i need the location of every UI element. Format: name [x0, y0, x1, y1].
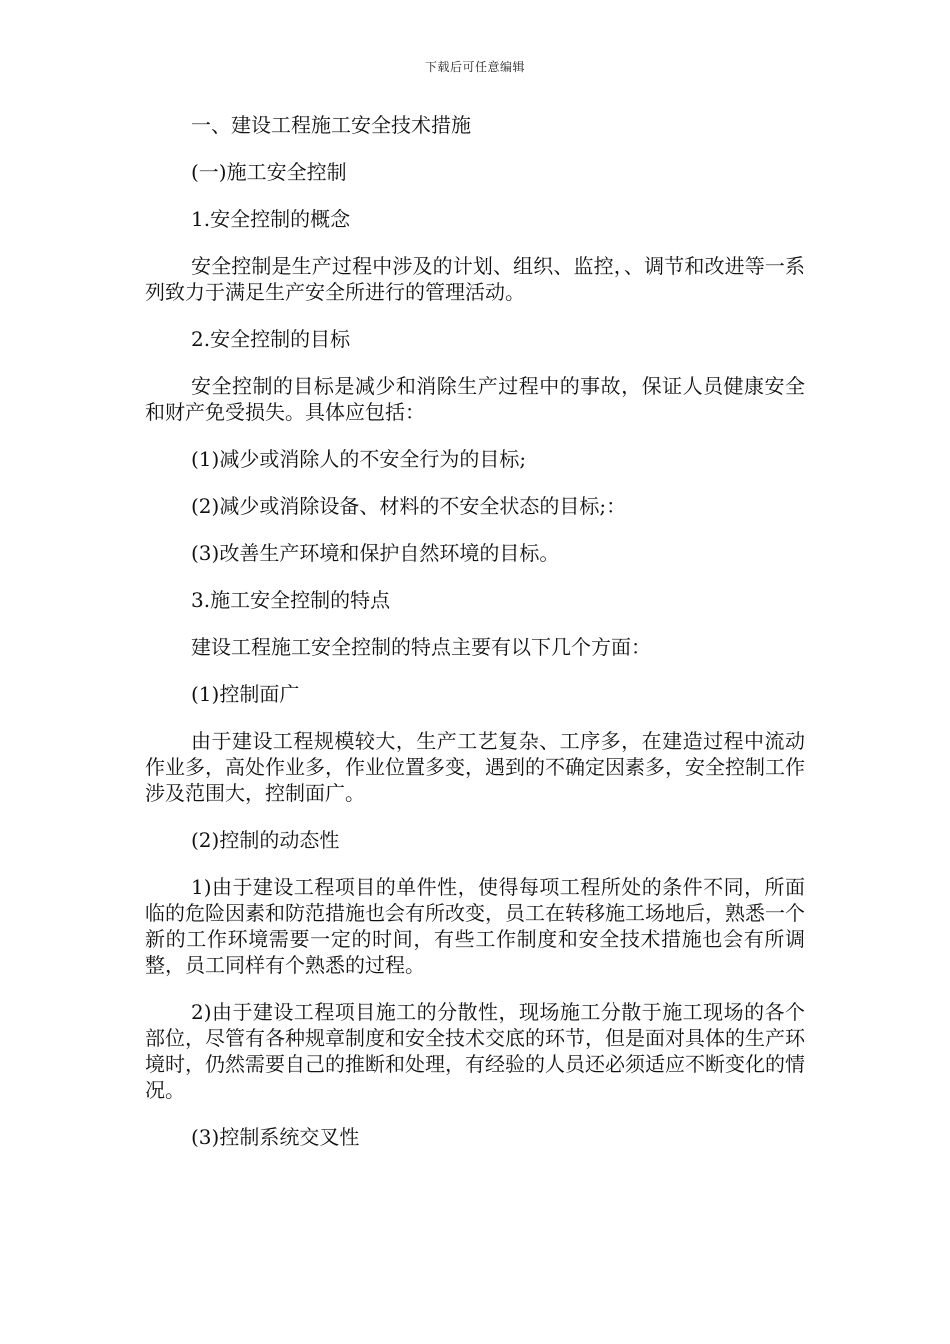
document-body	[145, 112, 805, 1150]
list-item: (1)减少或消除人的不安全行为的目标;	[191, 447, 527, 471]
item-heading: 3.施工安全控制的特点	[191, 588, 391, 612]
section-heading: 一、建设工程施工安全技术措施	[191, 113, 471, 137]
list-item: (2)减少或消除设备、材料的不安全状态的目标;：	[191, 494, 627, 518]
paragraph: 1)由于建设工程项目的单件性，使得每项工程所处的条件不同，所面临的危险因素和防范措施也会有所改变，员工在转移施工场地后，熟悉一个新的工作环境需要一定的时间，有些工作制度和安全技术措施也会有所调整，员工同样有个熟悉的过程。	[145, 875, 805, 977]
list-item: (3)控制系统交叉性	[191, 1125, 360, 1149]
paragraph: 安全控制是生产过程中涉及的计划、组织、监控，、调节和改进等一系列致力于满足生产安全所进行的管理活动。	[145, 254, 805, 304]
paragraph: 由于建设工程规模较大，生产工艺复杂、工序多，在建造过程中流动作业多，高处作业多，作业位置多变，遇到的不确定因素多，安全控制工作涉及范围大，控制面广。	[145, 729, 805, 805]
paragraph: 安全控制的目标是减少和消除生产过程中的事故，保证人员健康安全和财产免受损失。具体应包括：	[145, 374, 805, 424]
item-heading: 2.安全控制的目标	[191, 327, 351, 351]
list-item: (3)改善生产环境和保护自然环境的目标。	[191, 541, 560, 565]
paragraph: 建设工程施工安全控制的特点主要有以下几个方面：	[191, 635, 651, 659]
list-item: (1)控制面广	[191, 682, 300, 706]
item-heading: 1.安全控制的概念	[191, 207, 351, 231]
subsection-heading: (一)施工安全控制	[191, 160, 347, 184]
list-item: (2)控制的动态性	[191, 828, 340, 852]
paragraph: 2)由于建设工程项目施工的分散性，现场施工分散于施工现场的各个部位，尽管有各种规章制度和安全技术交底的环节，但是面对具体的生产环境时，仍然需要自己的推断和处理，有经验的人员还必须适应不断变化的情况。	[145, 1000, 805, 1102]
page-header-note: 下载后可任意编辑	[424, 60, 525, 74]
